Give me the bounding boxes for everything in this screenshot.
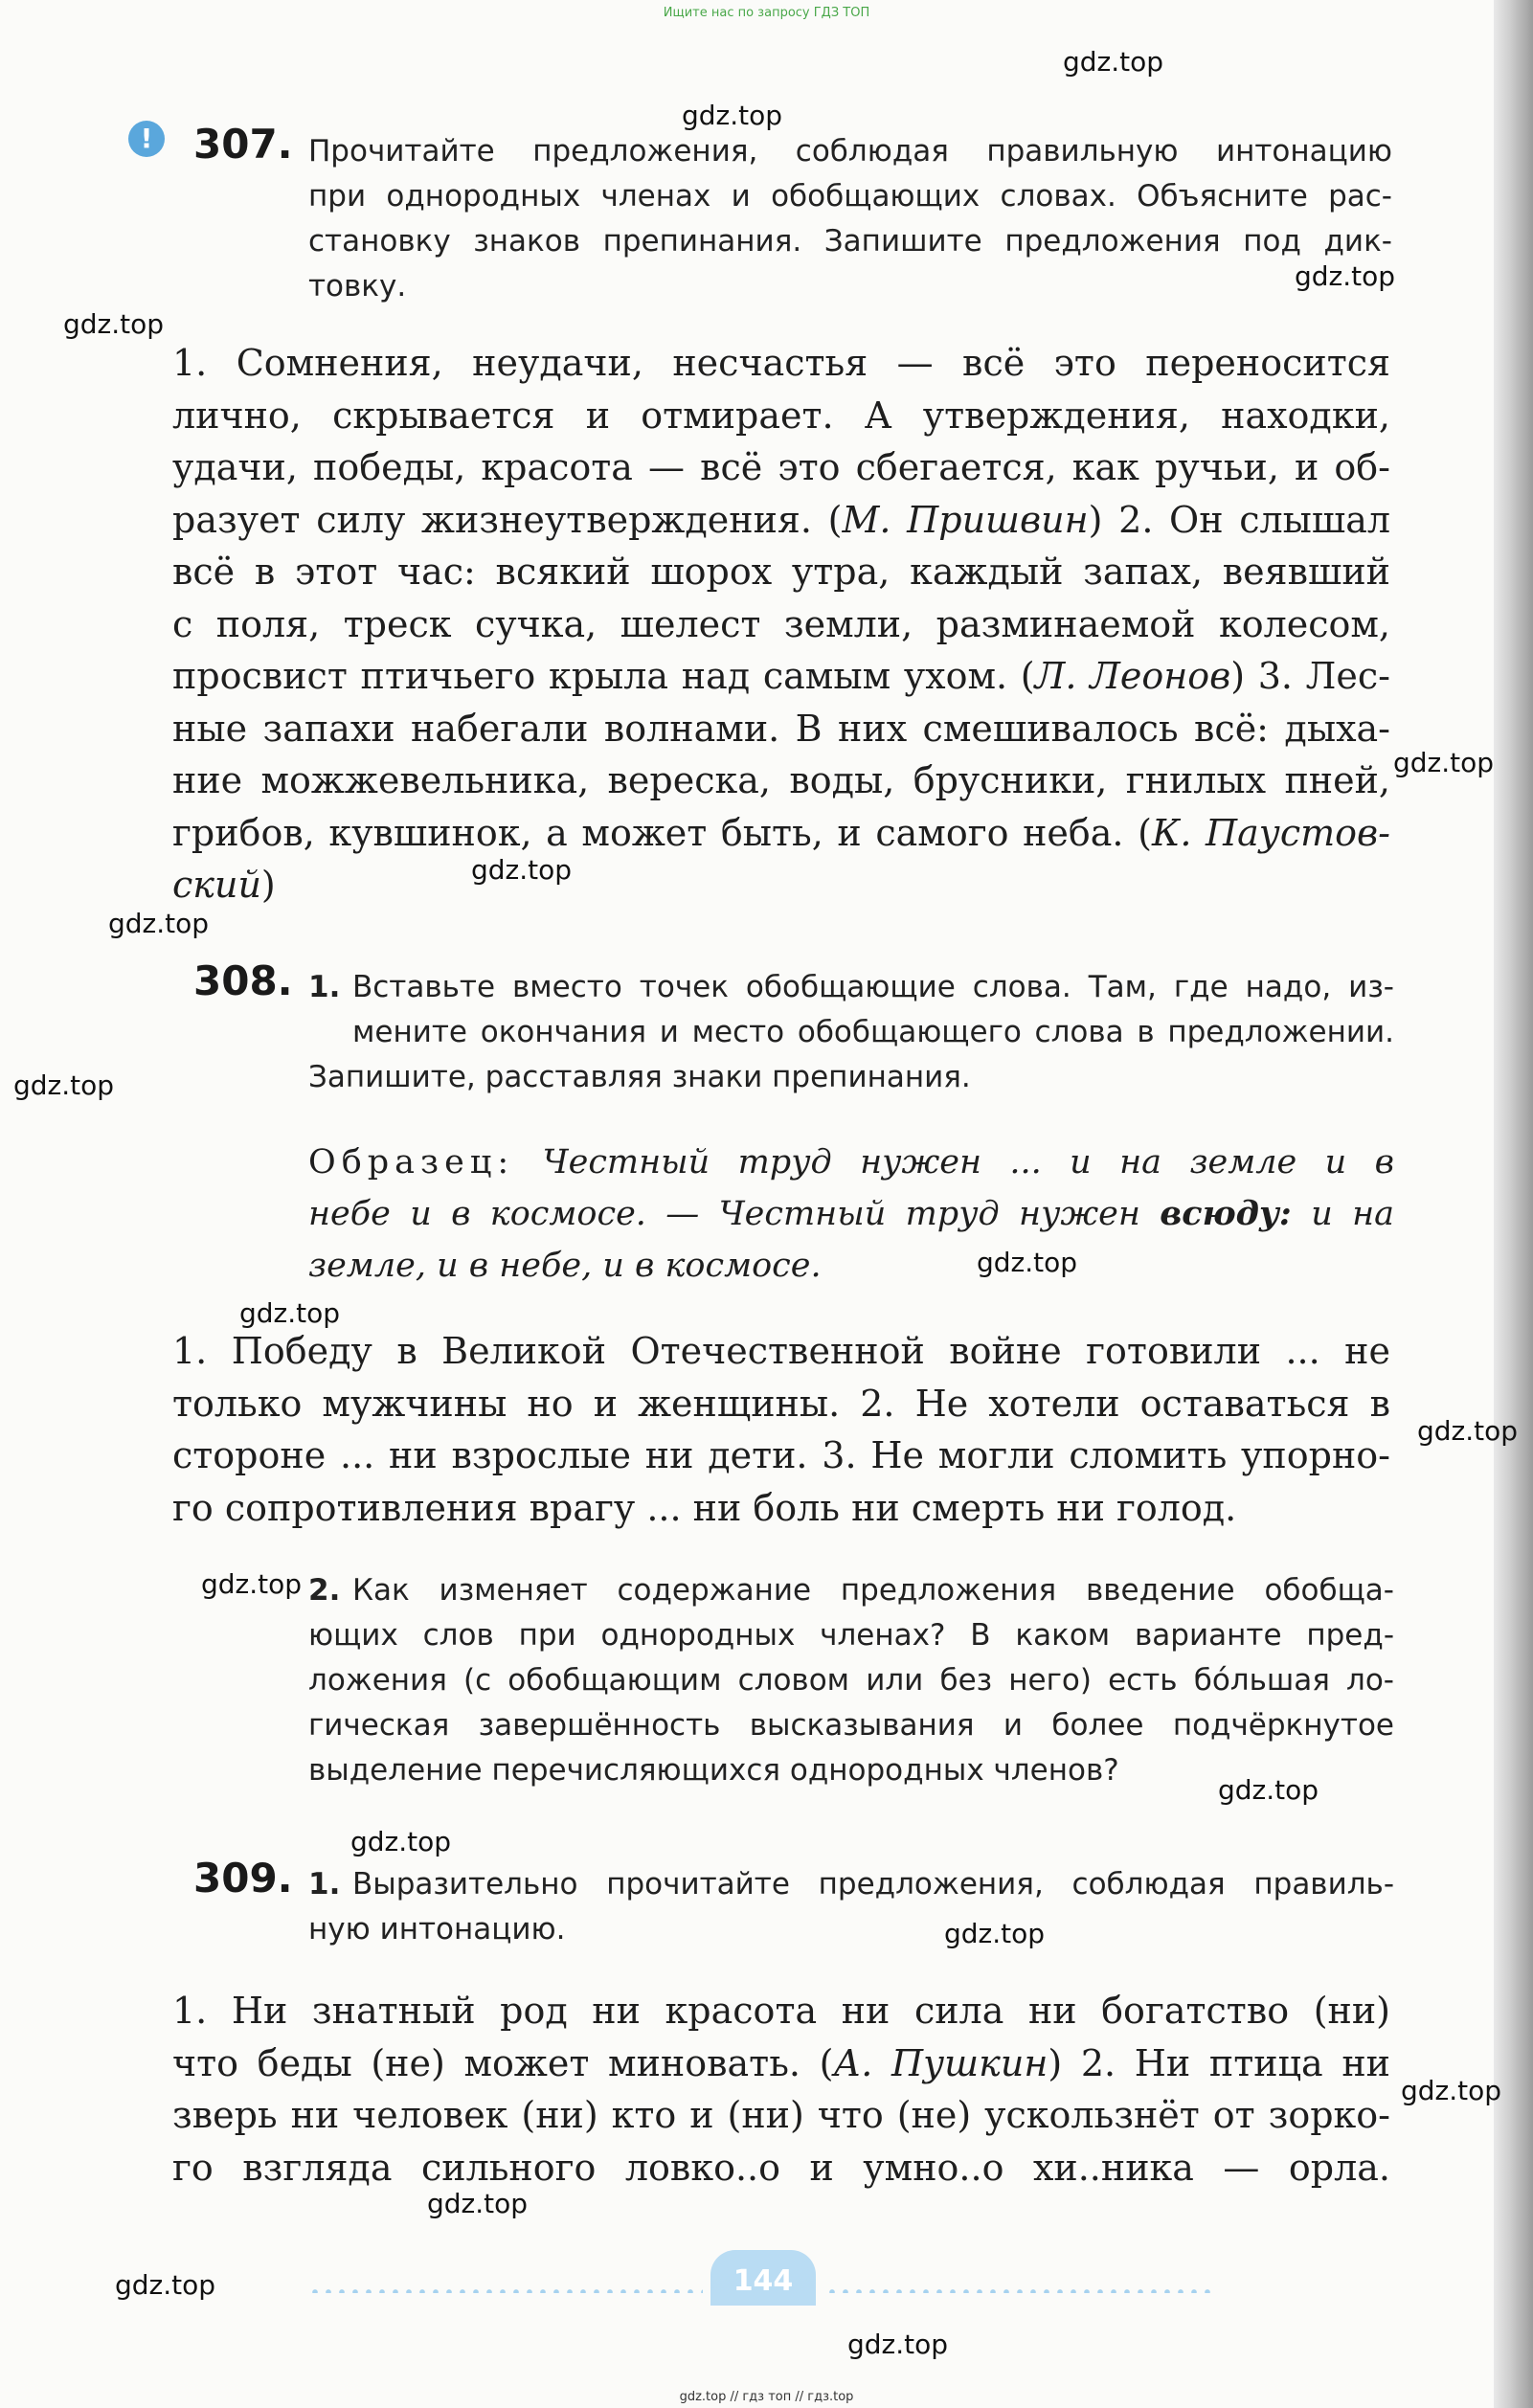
footer-dotted-rule	[308, 2289, 703, 2293]
exercise-308-task2	[352, 1568, 1394, 1613]
exclamation-icon: !	[128, 121, 165, 157]
watermark: gdz.top	[427, 2188, 529, 2219]
text-line: ский)	[172, 864, 276, 906]
text-line: стороне ... ни взрослые ни дети. 3. Не могли сломить упорно-	[172, 1434, 1390, 1476]
watermark: gdz.top	[13, 1069, 115, 1101]
exercise-308-part2-number: 2.	[308, 1573, 341, 1608]
sample-line: земле, и в небе, и в космосе.	[308, 1247, 822, 1285]
author-citation: А. Пушкин	[833, 2041, 1048, 2084]
watermark: gdz.top	[201, 1568, 303, 1600]
task-line: Как изменяет содержание предложения введение обобща-	[352, 1573, 1394, 1608]
text-line: лично, скрывается и отмирает. А утверждения, находки,	[172, 394, 1390, 437]
watermark: gdz.top	[350, 1826, 452, 1857]
text-line: всё в этот час: всякий шорох утра, каждый запах, веявший	[172, 551, 1390, 593]
sample-line: небе и в космосе. — Честный труд нужен всюду: и на	[308, 1194, 1395, 1233]
watermark: gdz.top	[1218, 1774, 1319, 1806]
exercise-308-task2-rest	[308, 1613, 1394, 1793]
author-citation: Л. Леонов	[1034, 655, 1231, 697]
sample-line: Образец: Честный труд нужен ... и на земле и в	[308, 1143, 1394, 1181]
book-spine-shadow	[1494, 0, 1533, 2408]
watermark: gdz.top	[471, 854, 573, 886]
exercise-307-text	[172, 337, 1390, 911]
task-line: Прочитайте предложения, соблюдая правильную интонацию	[308, 134, 1392, 169]
task-line: при однородных членах и обобщающих словах. Объясните рас-	[308, 179, 1392, 214]
footer-dotted-rule	[825, 2289, 1218, 2293]
text-line: зверь ни человек (ни) кто и (ни) что (не) ускользнёт от зорко-	[172, 2094, 1390, 2136]
header-note[interactable]: Ищите нас по запросу ГДЗ ТОП	[663, 6, 870, 20]
task-line: Выразительно прочитайте предложения, соблюдая правиль-	[352, 1867, 1394, 1902]
watermark: gdz.top	[847, 2329, 949, 2360]
exercise-308-part1-number: 1.	[308, 970, 341, 1004]
exercise-307-number: 307.	[193, 121, 293, 168]
text-line: го сопротивления врагу ... ни боль ни смерть ни голод.	[172, 1486, 1237, 1529]
exercise-309-task1-end	[308, 1907, 1394, 1952]
watermark: gdz.top	[239, 1297, 341, 1329]
task-line: мените окончания и место обобщающего слова в предложении.	[352, 1015, 1394, 1049]
exercise-308-task1	[352, 965, 1394, 1055]
text-line: грибов, кувшинок, а может быть, и самого неба. (К. Паустов-	[172, 811, 1391, 854]
exercise-308-number: 308.	[193, 957, 293, 1004]
exercise-308-text	[172, 1325, 1390, 1534]
watermark: gdz.top	[115, 2269, 216, 2301]
exercise-308-task1-end	[308, 1055, 1394, 1100]
watermark: gdz.top	[1063, 46, 1164, 78]
footer-note[interactable]: gdz.top // гдз топ // гдз.top	[679, 2390, 854, 2404]
task-line: ложения (с обобщающим словом или без него) есть бо́льшая ло-	[308, 1663, 1394, 1698]
text-line: 1. Ни знатный род ни красота ни сила ни богатство (ни)	[172, 1990, 1390, 2032]
task-line: товку.	[308, 269, 407, 304]
text-line: удачи, победы, красота — всё это сбегается, как ручьи, и об-	[172, 446, 1390, 488]
exercise-309-number: 309.	[193, 1855, 293, 1902]
text-line: го взгляда сильного ловко..о и умно..о хи..ника — орла.	[172, 2146, 1390, 2189]
author-citation: М. Пришвин	[842, 498, 1089, 541]
watermark: gdz.top	[944, 1918, 1046, 1949]
text-line: 1. Победу в Великой Отечественной войне готовили ... не	[172, 1330, 1390, 1372]
author-citation: К. Паустов-	[1151, 811, 1391, 854]
page-number: 144	[710, 2250, 816, 2306]
task-line: Запишите, расставляя знаки препинания.	[308, 1060, 971, 1094]
text-line: 1. Сомнения, неудачи, несчастья — всё это переносится	[172, 342, 1390, 384]
task-line: гическая завершённость высказывания и более подчёркнутое	[308, 1708, 1394, 1743]
text-line: что беды (не) может миновать. (А. Пушкин) 2. Ни птица ни	[172, 2041, 1390, 2084]
exercise-309-text	[172, 1985, 1390, 2194]
watermark: gdz.top	[1295, 260, 1396, 292]
text-line: разует силу жизнеутверждения. (М. Пришвин) 2. Он слышал	[172, 498, 1390, 541]
watermark: gdz.top	[1417, 1415, 1519, 1447]
author-citation: ский	[172, 864, 261, 906]
text-line: только мужчины но и женщины. 2. Не хотели оставаться в	[172, 1382, 1390, 1425]
watermark: gdz.top	[682, 100, 783, 131]
exercise-307-task	[308, 129, 1392, 309]
exercise-308-sample	[308, 1136, 1394, 1292]
task-line: ющих слов при однородных членах? В каком варианте пред-	[308, 1618, 1394, 1653]
watermark: gdz.top	[1393, 747, 1495, 778]
task-line: становку знаков препинания. Запишите предложения под дик-	[308, 224, 1392, 259]
text-line: с поля, треск сучка, шелест земли, разминаемой колесом,	[172, 602, 1390, 645]
task-line: Вставьте вместо точек обобщающие слова. Там, где надо, из-	[352, 970, 1394, 1004]
text-line: ные запахи набегали волнами. В них смешивалось всё: дыха-	[172, 707, 1390, 750]
sample-label: Образец:	[308, 1143, 515, 1181]
text-line: просвист птичьего крыла над самым ухом. (Л. Леонов) 3. Лес-	[172, 655, 1390, 697]
sample-highlight: всюду:	[1160, 1194, 1292, 1233]
exercise-309-part1-number: 1.	[308, 1867, 341, 1902]
task-line: ную интонацию.	[308, 1912, 566, 1947]
watermark: gdz.top	[977, 1247, 1078, 1278]
watermark: gdz.top	[108, 908, 210, 939]
task-line: выделение перечисляющихся однородных членов?	[308, 1753, 1119, 1788]
watermark: gdz.top	[63, 308, 165, 340]
watermark: gdz.top	[1401, 2075, 1502, 2106]
exercise-309-task1	[352, 1862, 1394, 1907]
text-line: ние можжевельника, вереска, воды, брусники, гнилых пней,	[172, 759, 1390, 801]
